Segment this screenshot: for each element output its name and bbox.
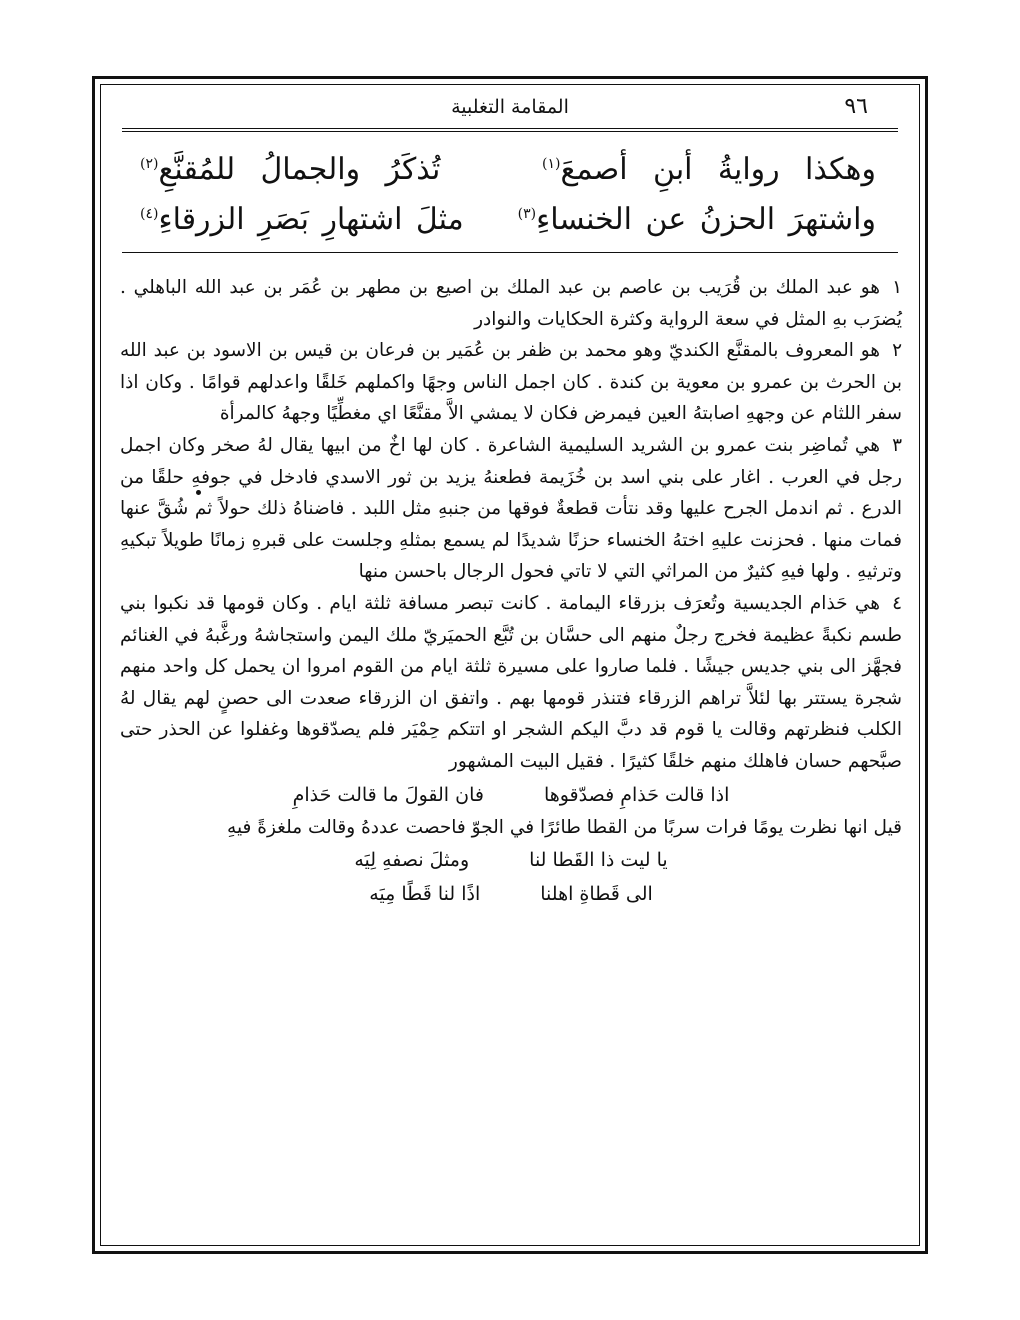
verse-line-1: [140, 144, 876, 190]
header-rule: [122, 128, 898, 129]
couplet-qata-1: [120, 843, 902, 877]
footnote-number: ٢: [892, 340, 902, 362]
verse-rule: [122, 252, 898, 253]
closing-paragraph: [120, 812, 902, 844]
footnote-number: ١: [892, 277, 902, 298]
verse-1-hemistich-2: تُذكَرُ والجمالُ للمُقنَّعِ: [158, 152, 441, 187]
couplet-hadhami: [120, 778, 902, 812]
couplet-hemistich-right: يا ليت ذا القَطا لنا: [529, 849, 668, 872]
ink-dot: [196, 490, 201, 495]
verse-2-hemistich-2: مثلَ اشتهارِ بَصَرِ الزرقاءِ: [158, 202, 464, 237]
footnote-1: [120, 272, 902, 335]
couplet-hemistich-right: اذا قالت حَذامِ فصدّقوها: [543, 783, 730, 806]
couplet-qata-2: [120, 877, 902, 911]
couplet-hemistich-left: فان القولَ ما قالت حَذامِ: [292, 783, 484, 806]
footnote-text: هي حَذام الجديسية وتُعرَف بزرقاء اليمامة . كانت تبصر مسافة ثلثة ايام . وكان قومها قد نكبوا بني طسم نكبةً عظيمة فخرج رجلٌ منهم الى حسَّان بن تُبَّع الحميَريّ ملك اليمن واستجاشهُ ورغَّبهُ في الغنائم فجهَّز الى بني جديس جيشًا . فلما صاروا على مسيرة ثلثة ايام من القوم امروا ان يحمل كل واحد منهم شجرة يستتر بها لئلاَّ تراهم الزرقاء فتنذر قومها بهم . واتفق ان الزرقاء صعدت الى حصنٍ لهم يقال لهُ الكلب فنظرتهم وقالت يا قوم قد دبَّ اليكم الشجر او اتتكم حِمْيَر فلم يصدّقوها وغفلوا عن الحذر حتى صبَّحهم حسان فاهلك منهم خلقًا كثيرًا . فقيل البيت المشهور: [120, 592, 902, 772]
closing-text: قيل انها نظرت يومًا فرات سربًا من القطا طائرًا في الجوّ فاحصت عددهُ وقالت ملغزةً فيهِ: [227, 816, 902, 838]
footnote-text: هي تُماضِر بنت عمرو بن الشريد السليمية الشاعرة . كان لها اخٌ من ابيها يقال لهُ صخر وكان اجمل رجل في العرب . اغار على بني اسد بن خُزَيمة فطعنهُ يزيد بن ثور الاسدي فادخل في جوفهِ حلقًا من الدرع . ثم اندمل الجرح عليها وقد نتأت قطعةٌ فوقها من جنبهِ مثل اللبد . فاضناهُ ذلك حولاً ثم شُقَّ عنها فمات منها . فحزنت عليهِ اختهُ الخنساء حزنًا شديدًا لم يسمع بمثلهِ وجلست على قبرهِ زمانًا طويلاً تبكيهِ وترثيهِ . ولها فيهِ كثيرٌ من المراثي التي لا تاتي فحول الرجال باحسن منها: [120, 434, 902, 583]
couplet-hemistich-left: اذًا لنا قَطًا مِيَه: [369, 883, 481, 906]
verse-1-hemistich-1: وهكذا روايةُ أبنِ أصمعَ: [560, 152, 876, 187]
footnote-2: [120, 335, 902, 430]
footnote-ref-2: (٢): [140, 156, 159, 172]
header-rule-2: [122, 131, 898, 132]
footnote-ref-3: (٣): [517, 206, 537, 222]
verse-2-hemistich-1: واشتهرَ الحزنُ عن الخنساءِ: [536, 202, 876, 237]
footnotes: [120, 272, 902, 911]
footnote-ref-4: (٤): [140, 206, 159, 222]
couplet-hemistich-right: الى قَطاةِ اهلنا: [540, 883, 653, 906]
verse-line-2: [140, 194, 876, 240]
footnote-text: هو عبد الملك بن قُرَيب بن عاصم بن عبد الملك بن اصيع بن مطهر بن عُمَر بن عبد الله الباهلي . يُضرَب بهِ المثل في سعة الرواية وكثرة الحكايات والنوادر: [120, 277, 902, 330]
page-header: [122, 90, 898, 124]
footnote-4: [120, 588, 902, 778]
footnote-3: [120, 430, 902, 588]
couplet-hemistich-left: ومثلَ نصفهِ لِيَه: [354, 849, 470, 872]
footnote-ref-1: (١): [542, 156, 561, 172]
running-title: المقامة التغلبية: [451, 96, 569, 118]
footnote-number: ٤: [892, 592, 902, 614]
page-number: ٩٦: [844, 94, 868, 119]
footnote-text: هو المعروف بالمقنَّع الكنديّ وهو محمد بن ظفر بن عُمَير بن فرعان بن قيس بن الاسود بن عبد الله بن الحرث بن عمرو بن معوية بن كندة . كان اجمل الناس وجهًا واكملهم خَلقًا واعدلهم قوامًا . وكان اذا سفر اللثام عن وجههِ اصابتهُ العين فيمرض فكان لا يمشي الاَّ مقنَّعًا اي مغطِّيًا وجههُ كالمرأة: [120, 340, 902, 425]
footnote-number: ٣: [892, 434, 902, 456]
